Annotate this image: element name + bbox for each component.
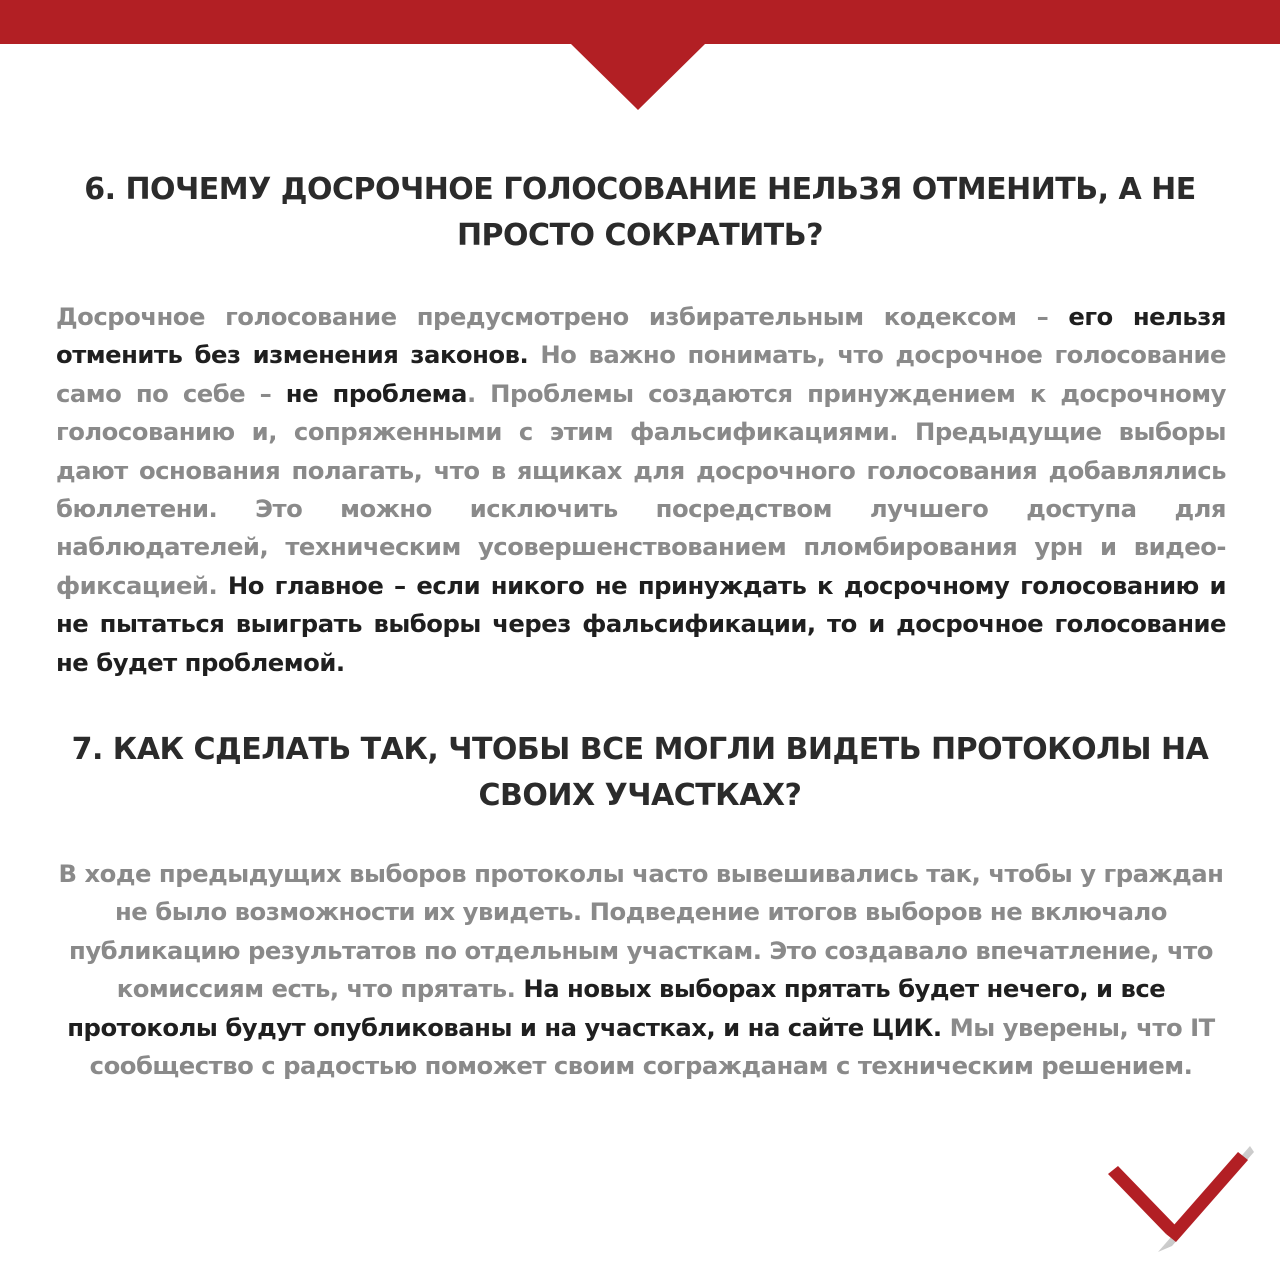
q6-bold-3: Но главное – если никого не принуждать к досрочному голосованию и не пытаться выиграть выборы через фальсификации, то и досрочное голосование не будет проблемой.: [56, 570, 1226, 677]
q7-text-1: В ходе предыдущих выборов протоколы часто вывешивались так, чтобы у граждан не было возможности их увидеть. Подведение итогов выборов не включало публикацию результатов по отдельным участкам. Это создавало впечатление, что комиссиям есть, что прятать.: [58, 859, 1224, 1004]
q7-bold-1: На новых выборах прятать будет нечего, и все протоколы будут опубликованы и на участках, и на сайте ЦИК.: [67, 974, 1166, 1042]
question-6-title: 6. ПОЧЕМУ ДОСРОЧНОЕ ГОЛОСОВАНИЕ НЕЛЬЗЯ ОТМЕНИТЬ, А НЕ ПРОСТО СОКРАТИТЬ?: [84, 172, 1196, 253]
question-7-title: 7. КАК СДЕЛАТЬ ТАК, ЧТОБЫ ВСЕ МОГЛИ ВИДЕТЬ ПРОТОКОЛЫ НА СВОИХ УЧАСТКАХ?: [71, 732, 1209, 813]
checkmark-logo-icon: [1100, 1130, 1260, 1260]
q6-bold-2: не проблема: [285, 378, 467, 408]
q7-text-2: Мы уверены, что IT сообщество с радостью поможет своим согражданам с техническим решением.: [89, 1012, 1215, 1081]
question-7-answer: [56, 855, 1226, 1085]
top-red-band: [0, 0, 1280, 115]
q6-text-1: Досрочное голосование предусмотрено избирательным кодексом –: [56, 302, 1069, 331]
q6-text-3: . Проблемы создаются принуждением к досрочному голосованию и, сопряженными с этим фальсификациями. Предыдущие выборы дают основания полагать, что в ящиках для досрочного голосования добавлялись бюллетени. Это можно исключить посредством лучшего доступа для наблюдателей, техническим усовершенствованием пломбирования урн и видео-фиксацией.: [56, 378, 1226, 600]
q6-text-2: Но важно понимать, что досрочное голосование само по себе –: [56, 340, 1227, 408]
q6-bold-1: его нельзя отменить без изменения законов.: [56, 302, 1227, 370]
question-6-answer: [56, 298, 1226, 682]
